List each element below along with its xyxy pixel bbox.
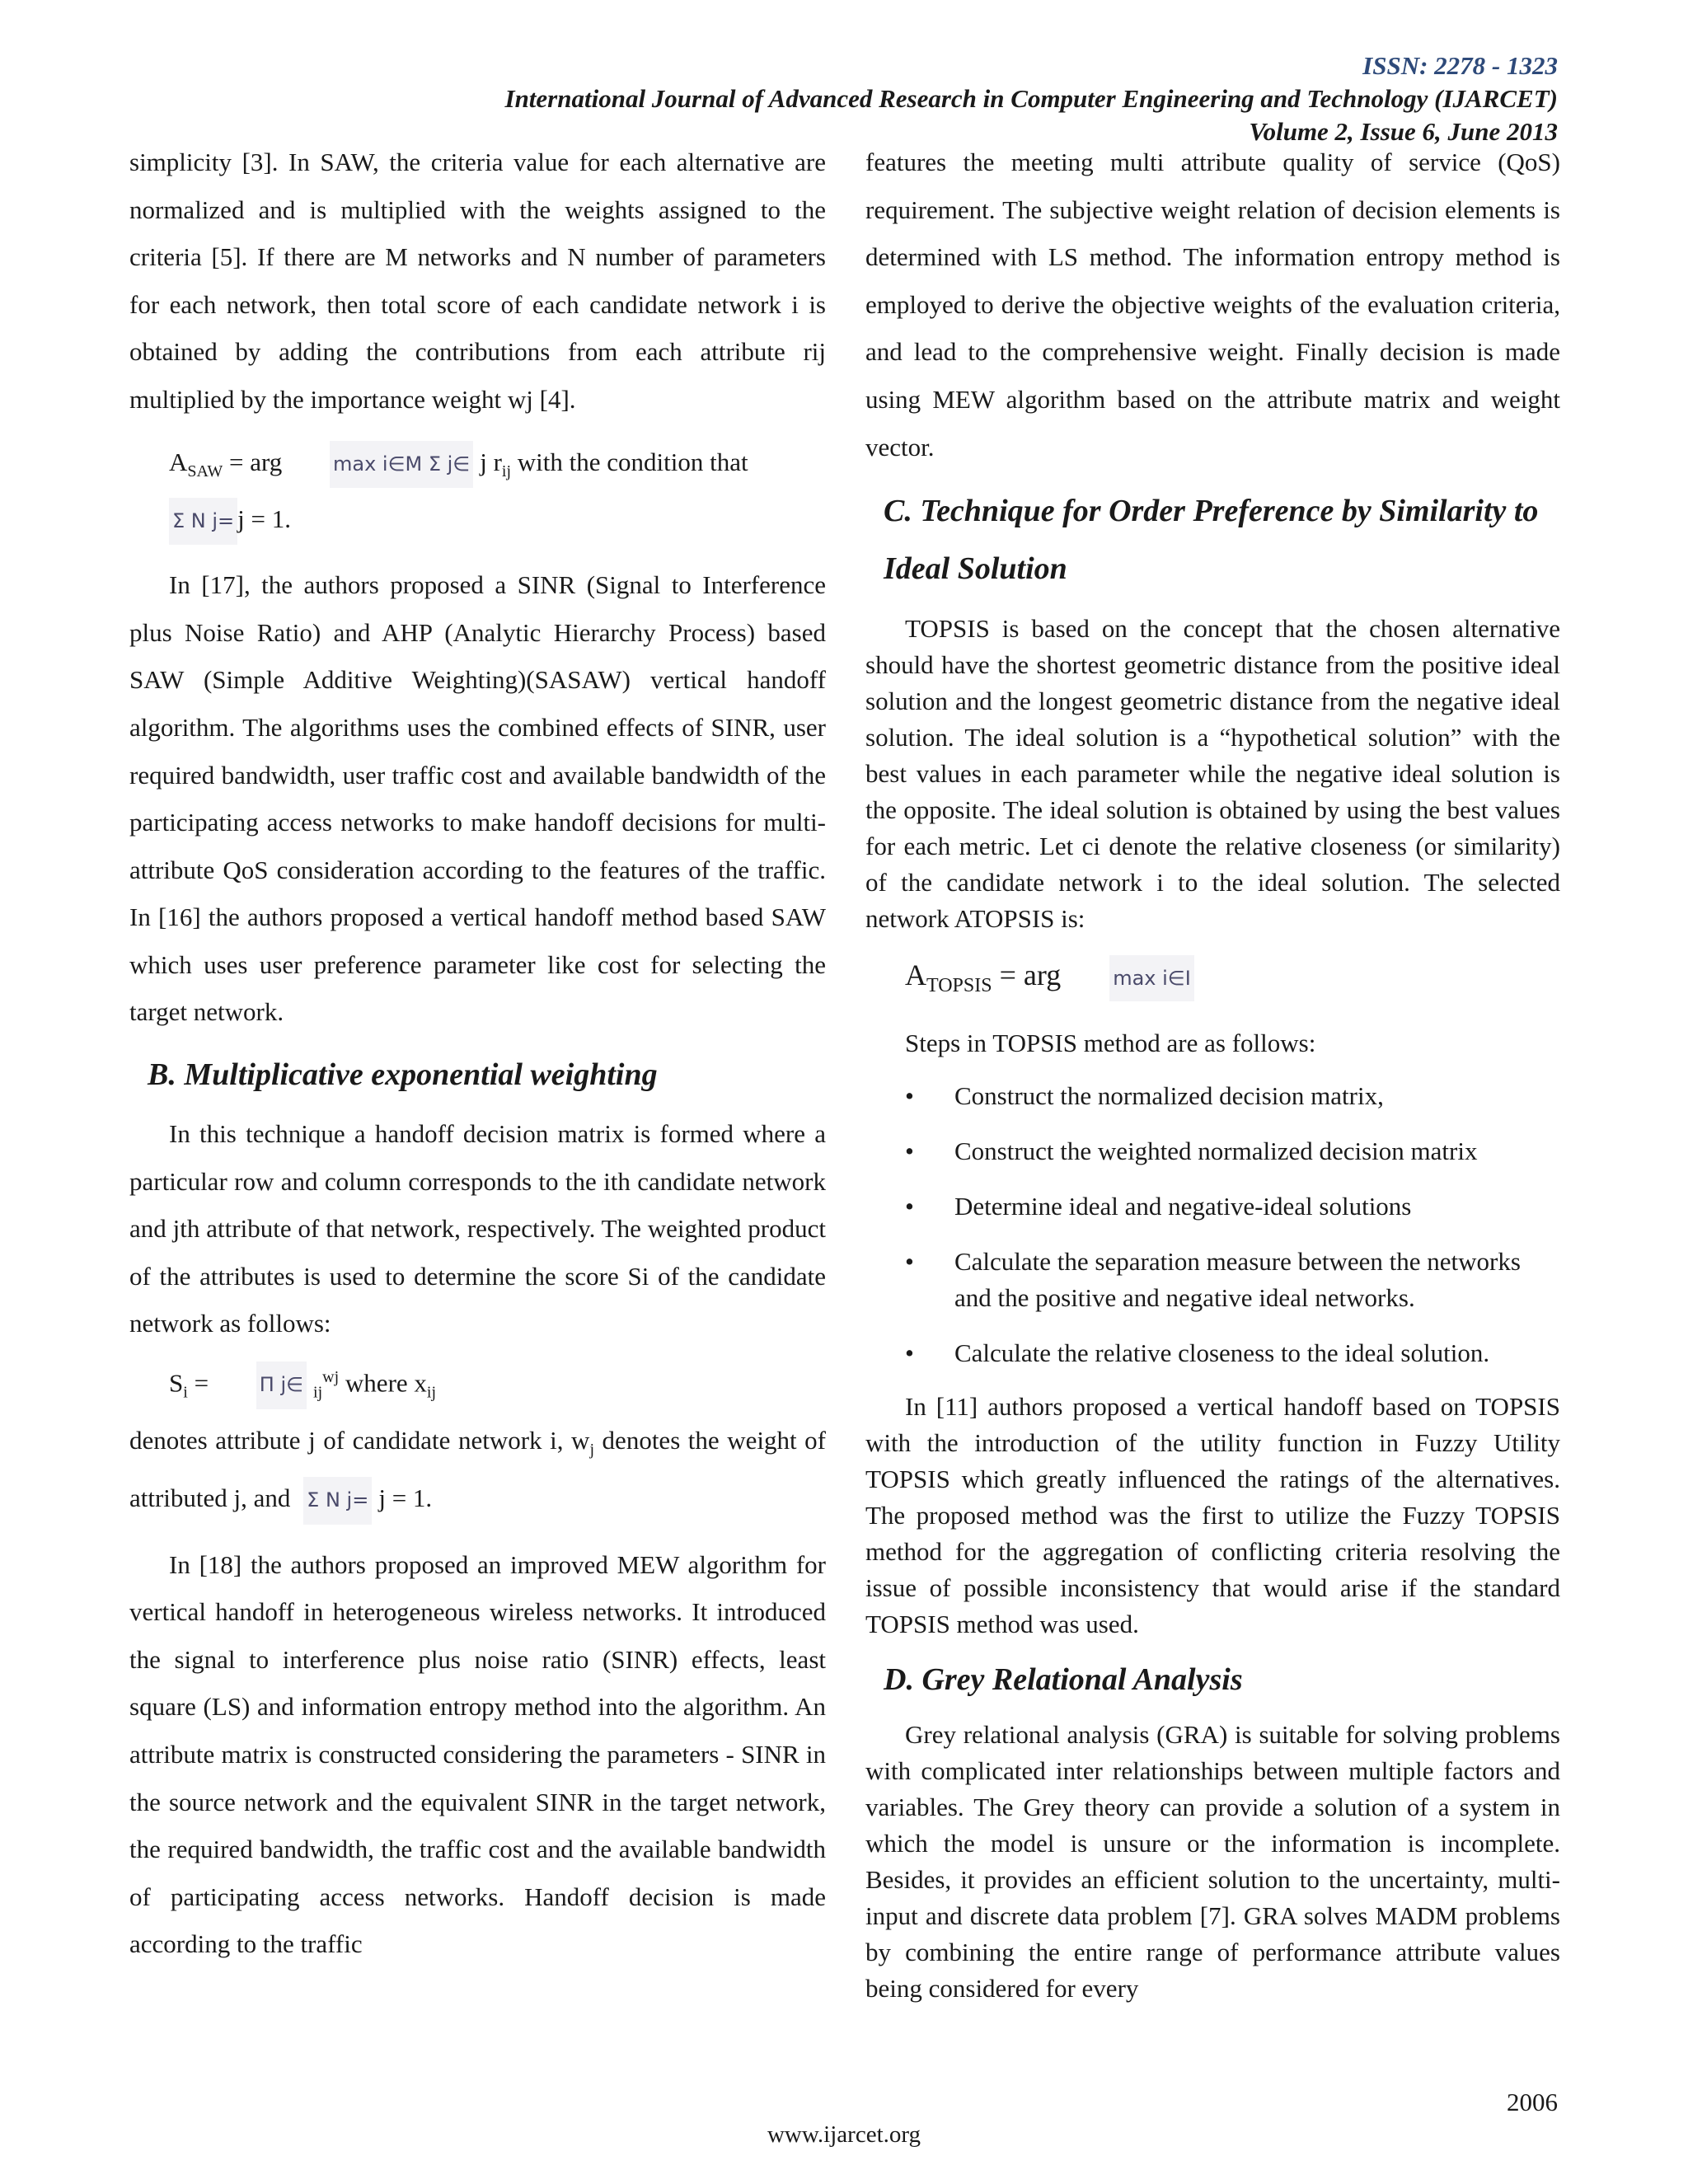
journal-title: International Journal of Advanced Research in Computer Engineering and Technology (IJARCET) bbox=[504, 84, 1558, 113]
paragraph-improved-mew: In [18] the authors proposed an improved MEW algorithm for vertical handoff in heterogeneous wireless networks. It introduced the signal to interference plus noise ratio (SINR) effects, least square (LS) and information entropy method into the algorithm. An attribute matrix is constructed considering the parameters - SINR in the source network and the equivalent SINR in the target network, the required bandwidth, the traffic cost and the available bandwidth of participating access networks. Handoff decision is made according to the traffic bbox=[129, 1549, 826, 1959]
page-number: 2006 bbox=[1507, 2088, 1558, 2116]
left-column bbox=[129, 138, 826, 1968]
list-item: • Construct the normalized decision matrix, bbox=[905, 1078, 1560, 1114]
list-item: • Construct the weighted normalized decision matrix bbox=[905, 1133, 1560, 1169]
formula-mew-continued: denotes attribute j of candidate network i, $w_j$ denotes the weight of attributed j, and Σ N j= j = 1. bbox=[129, 1417, 826, 1524]
paragraph-saw-intro: simplicity [3]. In SAW, the criteria value for each alternative are normalized and is multiplied with the weights assigned to the criteria [5]. If there are M networks and N number of parameters for each network, then total score of each candidate network i is obtained by adding the contributions from each attribute rij multiplied by the importance weight wj [4]. bbox=[129, 148, 826, 414]
right-column bbox=[865, 138, 1560, 2007]
formula-saw-condition: Σ N j= j = 1. bbox=[129, 495, 826, 545]
paragraph-gra: Grey relational analysis (GRA) is suitable for solving problems with complicated inter relationships between multiple factors and variables. The Grey theory can provide a solution of a system in which the model is unsure or the information is incomplete. Besides, it provides an efficient solution to the uncertainty, multi-input and discrete data problem [7]. GRA solves MADM problems by combining the entire range of performance attribute values being considered for every bbox=[865, 1720, 1560, 2004]
heading-section-d: D. Grey Relational Analysis bbox=[884, 1662, 1243, 1698]
page-header bbox=[505, 49, 1559, 148]
formula-saw: $A_{SAW}$ = arg max i∈M Σ j∈ j $r_{ij}$ with the condition that bbox=[129, 438, 826, 495]
list-item: • Calculate the separation measure between the networks and the positive and negative ideal networks. bbox=[905, 1244, 1560, 1316]
formula-image-max: max i∈I bbox=[1109, 955, 1194, 1001]
footer-url[interactable]: www.ijarcet.org bbox=[767, 2121, 921, 2148]
formula-image-max-sum: max i∈M Σ j∈ bbox=[330, 441, 473, 488]
paragraph-mew-continued: features the meeting multi attribute quality of service (QoS) requirement. The subjective weight relation of decision elements is determined with LS method. The information entropy method is employed to derive the objective weights of the evaluation criteria, and lead to the comprehensive weight. Finally decision is made using MEW algorithm based on the attribute matrix and weight vector. bbox=[865, 148, 1560, 462]
formula-image-sum: Σ N j= bbox=[169, 498, 237, 545]
paragraph-fuzzy-topsis: In [11] authors proposed a vertical handoff based on TOPSIS with the introduction of the utility function in Fuzzy Utility TOPSIS which greatly influenced the ratings of the alternatives. The proposed method was the first to utilize the Fuzzy TOPSIS method for the aggregation of conflicting criteria resolving the issue of possible inconsistency that would arise if the standard TOPSIS method was used. bbox=[865, 1392, 1560, 1639]
paragraph-mew: In this technique a handoff decision matrix is formed where a particular row and column corresponds to the ith candidate network and jth attribute of that network, respectively. The weighted product of the attributes is used to determine the score Si of the candidate network as follows: bbox=[129, 1119, 826, 1338]
formula-mew: $S_i = \Pi$ j∈ $_{ij}^{wj}$ where $x_{ij}$ bbox=[129, 1354, 826, 1417]
formula-image-product: Π j∈ bbox=[256, 1361, 307, 1409]
heading-section-b: B. Multiplicative exponential weighting bbox=[148, 1057, 658, 1093]
paragraph-topsis: TOPSIS is based on the concept that the chosen alternative should have the shortest geometric distance from the positive ideal solution and the longest geometric distance from the negative ideal solution. The ideal solution is a “hypothetical solution” with the best values in each parameter while the negative ideal solution is the opposite. The ideal solution is obtained by using the best values for each metric. Let ci denote the relative closeness (or similarity) of the candidate network i to the ideal solution. The selected network ATOPSIS is: bbox=[865, 614, 1560, 934]
list-item: • Calculate the relative closeness to the ideal solution. bbox=[905, 1335, 1560, 1371]
steps-intro: Steps in TOPSIS method are as follows: bbox=[905, 1029, 1316, 1058]
issn-label: ISSN: 2278 - 1323 bbox=[1362, 51, 1558, 80]
formula-image-sum-2: Σ N j= bbox=[303, 1477, 372, 1525]
paragraph-sasaw: In [17], the authors proposed a SINR (Signal to Interference plus Noise Ratio) and AHP (Analytic Hierarchy Process) based SAW (Simple Additive Weighting)(SASAW) vertical handoff algorithm. The algorithms uses the combined effects of SINR, user required bandwidth, user traffic cost and available bandwidth of the participating access networks to make handoff decisions for multi-attribute QoS consideration according to the features of the traffic. In [16] the authors proposed a vertical handoff method based SAW which uses user preference parameter like cost for selecting the target network. bbox=[129, 570, 826, 1027]
topsis-steps-list bbox=[865, 1078, 1560, 1371]
list-item: • Determine ideal and negative-ideal solutions bbox=[905, 1188, 1560, 1225]
volume-label: Volume 2, Issue 6, June 2013 bbox=[1249, 117, 1558, 146]
heading-section-c: C. Technique for Order Preference by Similarity to Ideal Solution bbox=[884, 494, 1539, 587]
formula-topsis: $A_{TOPSIS}$ = arg max i∈I bbox=[865, 952, 1560, 1009]
